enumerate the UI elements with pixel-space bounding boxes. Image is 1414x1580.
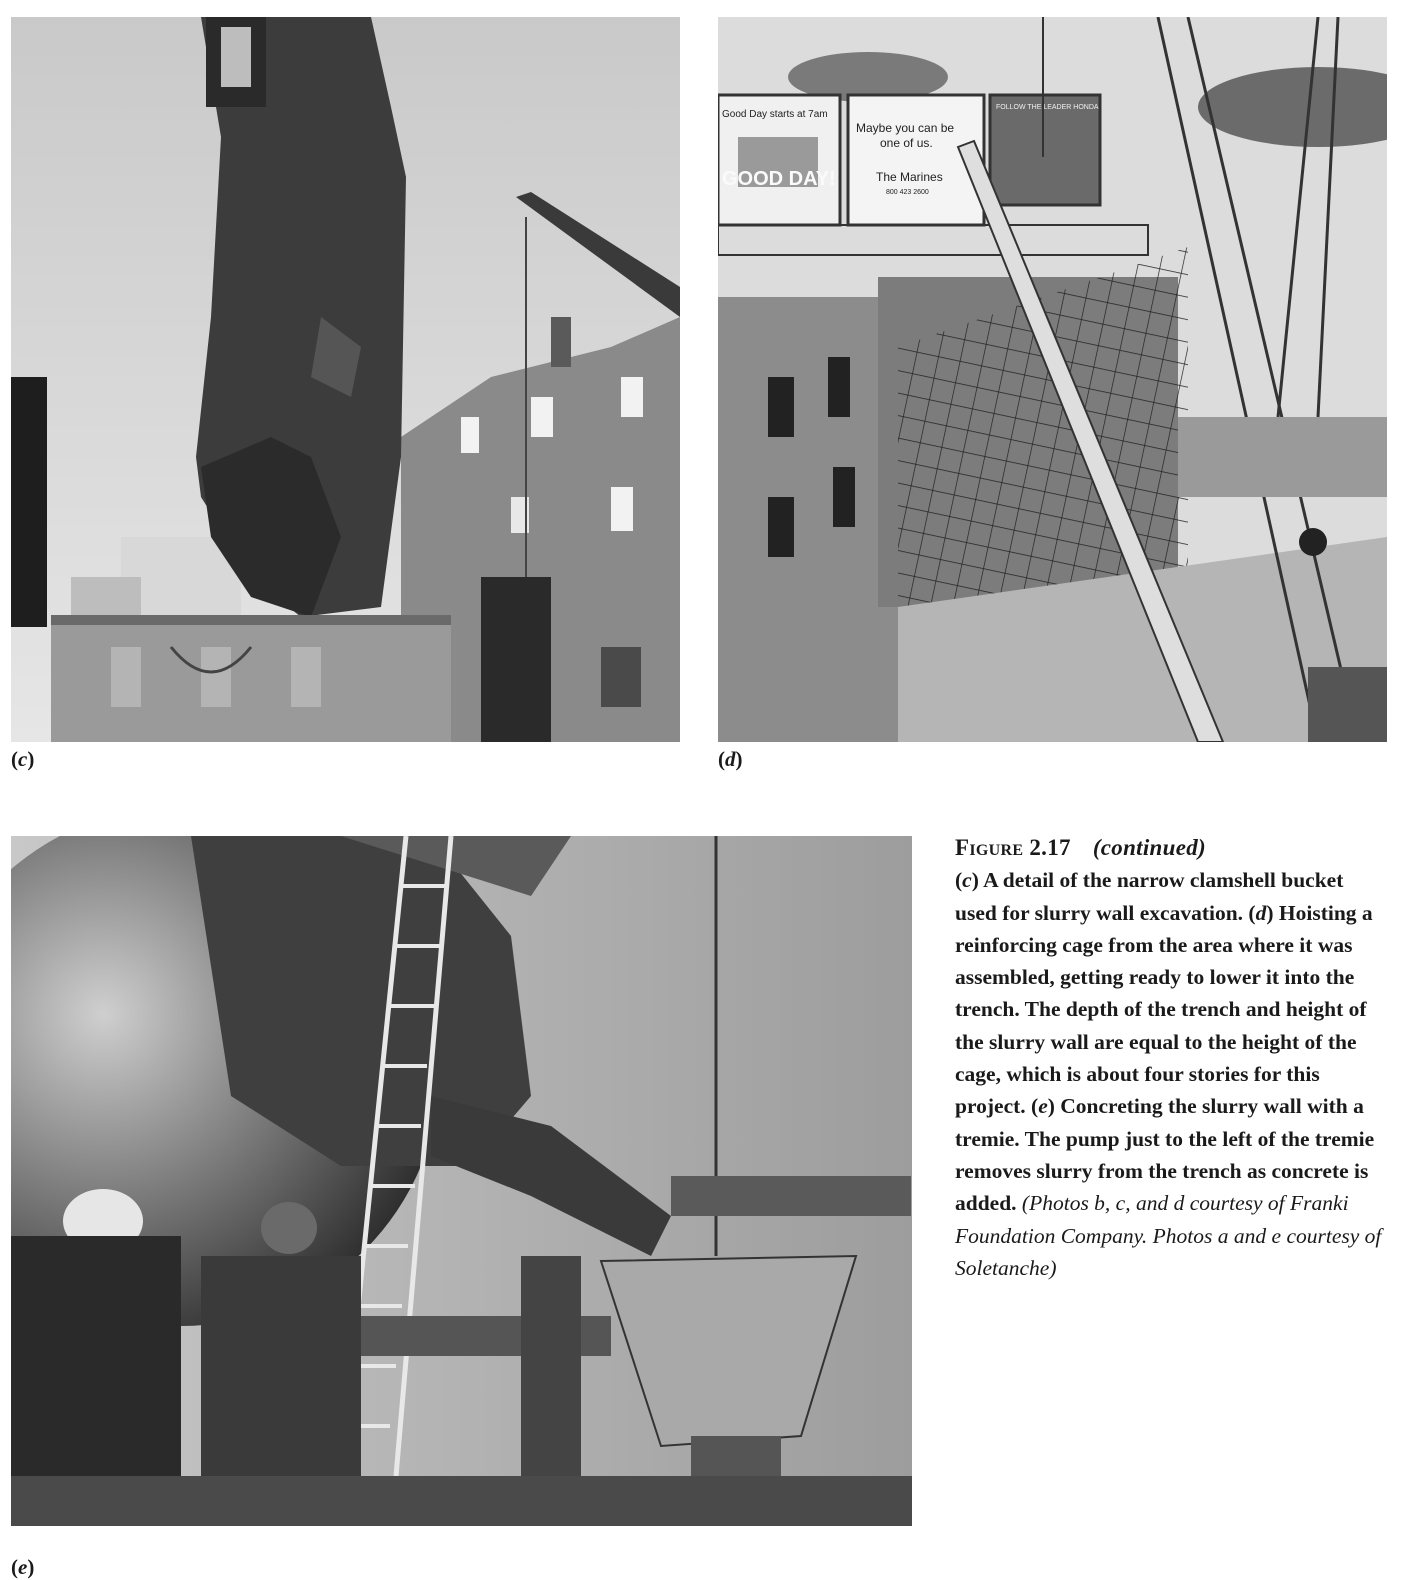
caption-segment: ) A detail of the narrow clamshell bucket used for slurry wall excavation. (	[955, 868, 1344, 925]
figure-caption	[955, 832, 1385, 1284]
photo-c-illustration	[11, 17, 680, 742]
caption-segment: c	[962, 868, 972, 893]
billboard-middle-line3: The Marines	[876, 170, 943, 184]
photo-e-label: (e)	[11, 1555, 35, 1579]
caption-body	[955, 864, 1385, 1284]
billboard-left-top: Good Day starts at 7am	[722, 109, 828, 120]
photo-credit: (Photos b, c, and d courtesy of Franki Foundation Company. Photos a and e courtesy of Soletanche)	[955, 1191, 1382, 1280]
photo-d-illustration	[718, 17, 1387, 742]
caption-segment: ) Hoisting a reinforcing cage from the area where it was assembled, getting ready to lower it into the trench. The depth of the trench and height of the slurry wall are equal to the height of the cage, which is about four stories for this project. (	[955, 900, 1373, 1119]
photo-c-label: (c)	[11, 747, 35, 771]
caption-segment: d	[1255, 900, 1267, 925]
billboard-left-big: GOOD DAY!	[722, 168, 836, 190]
caption-segment: ) Concreting the slurry wall with a tremie. The pump just to the left of the tremie removes slurry from the trench as concrete is added.	[955, 1094, 1375, 1216]
figure-label: Figure 2.17	[955, 835, 1071, 860]
photo-reinforcing-cage	[718, 17, 1387, 742]
caption-segment: e	[1038, 1094, 1048, 1119]
photo-d-label: (d)	[718, 747, 743, 771]
billboard-middle-line1: Maybe you can be	[856, 121, 955, 135]
photo-concreting-tremie	[11, 836, 912, 1526]
photo-clamshell-bucket	[11, 17, 680, 742]
caption-segment: (	[955, 868, 963, 893]
figure-continued: (continued)	[1092, 835, 1207, 860]
billboard-right-top: FOLLOW THE LEADER HONDA	[996, 104, 1099, 111]
figure-heading	[955, 832, 1385, 864]
billboard-middle-line2: one of us.	[880, 136, 933, 150]
billboard-middle-line4: 800 423 2600	[886, 189, 929, 196]
photo-e-illustration	[11, 836, 912, 1526]
